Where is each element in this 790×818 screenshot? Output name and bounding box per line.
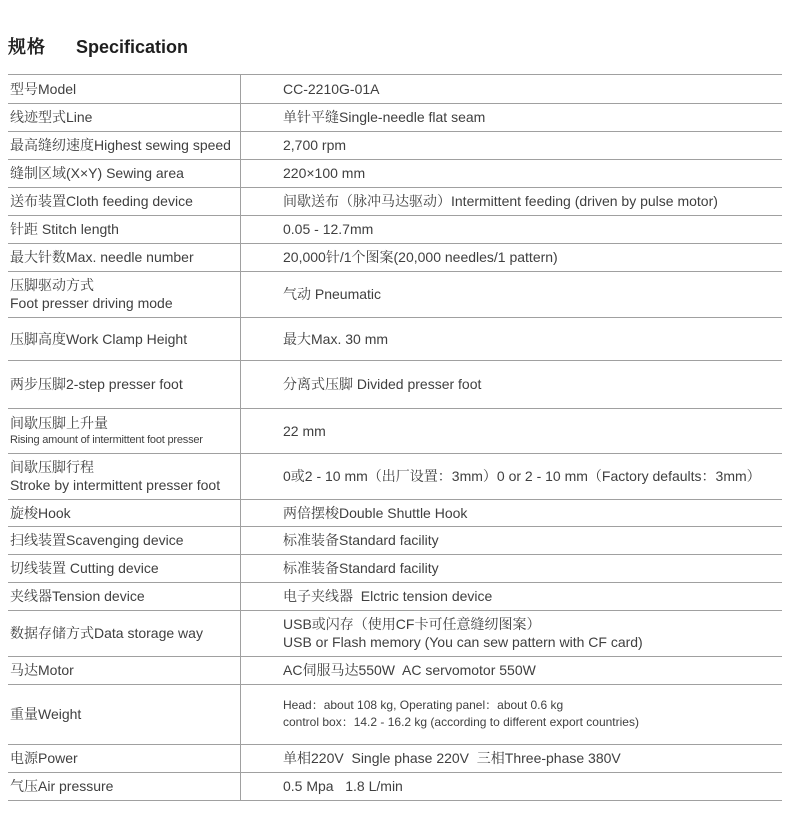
page-title-en: Specification — [76, 37, 189, 57]
row-label — [8, 272, 241, 317]
row-label-text: 数据存储方式Data storage way — [10, 625, 203, 642]
spec-table — [8, 74, 782, 801]
row-value — [241, 160, 782, 187]
row-value — [241, 104, 782, 131]
row-label-text: 间歇压脚上升量 — [10, 415, 108, 432]
row-label-text: 针距 Stitch length — [10, 221, 119, 238]
row-value — [241, 685, 782, 744]
table-row — [8, 160, 782, 188]
table-row — [8, 188, 782, 216]
row-value-text: Head：about 108 kg, Operating panel：about 0.6 kg — [283, 697, 564, 712]
row-label-text: 压脚高度Work Clamp Height — [10, 330, 188, 347]
row-value-text: AC伺服马达550W AC servomotor 550W — [283, 662, 536, 679]
table-row — [8, 745, 782, 773]
row-label-text: 重量Weight — [10, 706, 82, 723]
row-label — [8, 685, 241, 744]
row-value — [241, 272, 782, 317]
row-value-text: CC-2210G-01A — [283, 80, 380, 97]
row-value — [241, 132, 782, 159]
row-label — [8, 188, 241, 215]
page-title — [0, 0, 790, 59]
row-label — [8, 409, 241, 453]
row-value — [241, 454, 782, 499]
table-row — [8, 454, 782, 500]
row-label — [8, 244, 241, 271]
row-label — [8, 527, 241, 553]
row-value — [241, 555, 782, 582]
row-value — [241, 216, 782, 243]
row-label — [8, 611, 241, 656]
row-label-text: 压脚驱动方式 — [10, 277, 94, 293]
row-label — [8, 745, 241, 772]
row-value-text: 20,000针/1个图案(20,000 needles/1 pattern) — [283, 249, 558, 266]
row-label-text: 扫线装置Scavenging device — [10, 532, 184, 549]
row-label-text: 两步压脚2-step presser foot — [10, 376, 183, 393]
row-value — [241, 773, 782, 800]
row-value-text: 22 mm — [283, 422, 326, 439]
page-title-cn: 规格 — [8, 37, 46, 57]
row-label-text: 送布装置Cloth feeding device — [10, 193, 193, 210]
row-label — [8, 500, 241, 526]
row-value — [241, 361, 782, 408]
table-row — [8, 685, 782, 745]
table-row — [8, 216, 782, 244]
row-label-text: 间歇压脚行程 — [10, 458, 94, 475]
row-value-text: 最大Max. 30 mm — [283, 330, 389, 347]
table-row — [8, 527, 782, 554]
row-value — [241, 75, 782, 103]
row-label-text: 线迹型式Line — [10, 109, 93, 126]
row-value — [241, 611, 782, 656]
table-row — [8, 361, 782, 409]
row-label — [8, 555, 241, 582]
row-label — [8, 454, 241, 499]
row-label-text: 型号Model — [10, 80, 77, 97]
row-value — [241, 188, 782, 215]
table-row — [8, 500, 782, 527]
row-label — [8, 75, 241, 103]
table-row — [8, 555, 782, 583]
row-value — [241, 500, 782, 526]
table-row — [8, 318, 782, 361]
row-label — [8, 773, 241, 800]
row-value-text: 两倍摆梭Double Shuttle Hook — [283, 504, 468, 521]
row-value-text: 0.5 Mpa 1.8 L/min — [283, 778, 403, 795]
table-row — [8, 244, 782, 272]
row-label-text: 缝制区域(X×Y) Sewing area — [10, 165, 184, 182]
row-label-text: 气压Air pressure — [10, 778, 114, 795]
row-label — [8, 583, 241, 610]
row-value-text: 标准装备Standard facility — [283, 560, 439, 577]
row-value — [241, 244, 782, 271]
row-value-text: 标准装备Standard facility — [283, 532, 439, 549]
table-row — [8, 611, 782, 657]
table-row — [8, 657, 782, 685]
row-label-text: 最大针数Max. needle number — [10, 249, 194, 266]
row-label — [8, 657, 241, 684]
table-row — [8, 104, 782, 132]
row-value — [241, 527, 782, 553]
row-value-text: 2,700 rpm — [283, 137, 347, 154]
row-label-text: 旋梭Hook — [10, 504, 71, 521]
row-label-text: 夹线器Tension device — [10, 588, 145, 605]
row-label-text: 切线装置 Cutting device — [10, 560, 159, 577]
row-label — [8, 160, 241, 187]
table-row — [8, 132, 782, 160]
row-label — [8, 216, 241, 243]
row-value-text: 间歇送布（脉冲马达驱动）Intermittent feeding (driven by pulse motor) — [283, 193, 718, 210]
row-value-text: 单针平缝Single-needle flat seam — [283, 109, 486, 126]
row-value-text: USB或闪存（使用CF卡可任意缝纫图案） — [283, 615, 541, 632]
row-label — [8, 318, 241, 360]
row-value — [241, 745, 782, 772]
row-label-text: 电源Power — [10, 750, 78, 767]
row-label-text: 最高缝纫速度Highest sewing speed — [10, 137, 231, 154]
row-value-text: 单相220V Single phase 220V 三相Three-phase 380V — [283, 750, 621, 767]
row-label-text: 马达Motor — [10, 662, 74, 679]
row-label-text: Foot presser driving mode — [10, 295, 173, 312]
row-label-text: Stroke by intermittent presser foot — [10, 477, 221, 494]
table-row — [8, 773, 782, 801]
row-value — [241, 409, 782, 453]
table-row — [8, 583, 782, 611]
table-row — [8, 272, 782, 318]
row-value-text: 0.05 - 12.7mm — [283, 221, 374, 238]
row-value-text: USB or Flash memory (You can sew pattern with CF card) — [283, 634, 643, 651]
row-label — [8, 104, 241, 131]
table-row — [8, 409, 782, 454]
row-label — [8, 132, 241, 159]
row-value-text: 气动 Pneumatic — [283, 286, 382, 303]
row-value-text: control box：14.2 - 16.2 kg (according to different export countries) — [283, 715, 639, 730]
row-value-text: 220×100 mm — [283, 165, 366, 182]
row-value — [241, 318, 782, 360]
row-value-text: 电子夹线器 Elctric tension device — [283, 588, 493, 605]
table-row — [8, 75, 782, 104]
row-value-text: 分离式压脚 Divided presser foot — [283, 376, 482, 393]
row-label-text: Rising amount of intermittent foot presser — [10, 433, 203, 446]
row-label — [8, 361, 241, 408]
row-value-text: 0或2 - 10 mm（出厂设置：3mm）0 or 2 - 10 mm（Factory defaults：3mm） — [283, 468, 761, 485]
row-value — [241, 583, 782, 610]
row-value — [241, 657, 782, 684]
